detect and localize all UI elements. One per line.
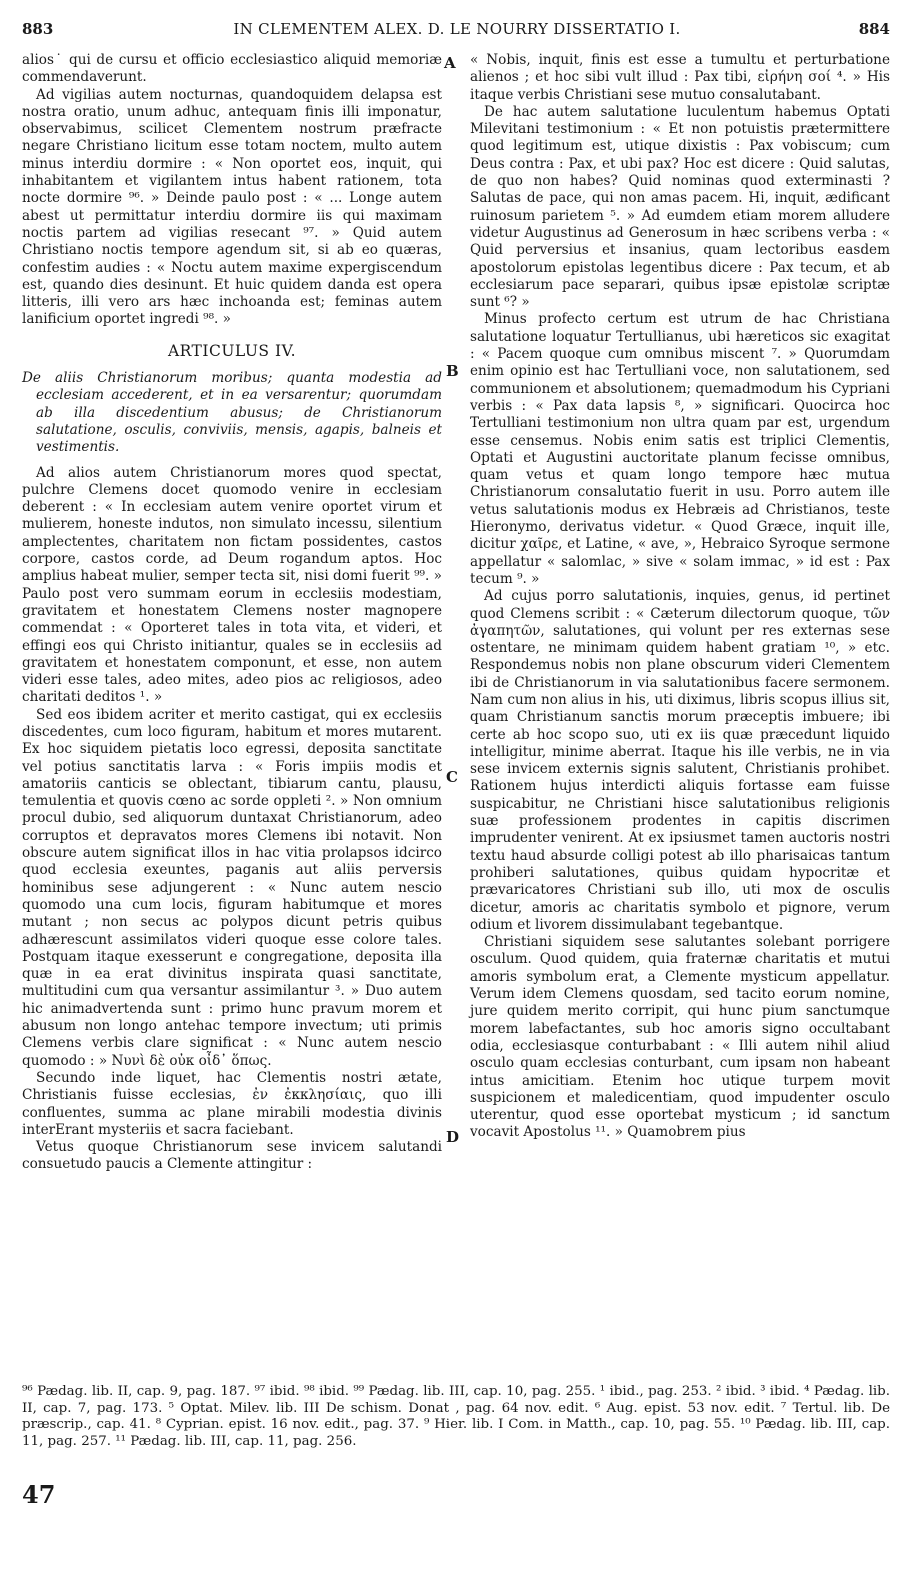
paragraph: Ad alios autem Christianorum mores quod spectat, pulchre Clemens docet quomodo venire in ecclesiam deberent : « In ecclesiam autem venire oportet virum et mulierem, honeste indutos, non simulato incessu, silentium amplectentes, charitatem non fictam possidentes, castos corpore, castos corde, ad Deum rogandum aptos. Hoc amplius habeat mulier, semper tecta sit, nisi domi fuerit ⁹⁹. » Paulo post vero summam eorum in ecclesiis modestiam, gravitatem et honestatem Clemens noster magnopere commendat : « Oporteret tales in tota vita, et videri, et effingi eos qui Christo initiantur, quales se in ecclesiis ad gravitatem et honestatem componunt, et esse, non autem videri esse tales, adeo mites, adeo pios ac religiosos, adeo charitati deditos ¹. » (22, 464, 442, 706)
paragraph: Ad cujus porro salutationis, inquies, genus, id pertinet quod Clemens scribit : « Cæterum dilectorum quoque, τῶν ἀγαπητῶν, salutationes, qui volunt per res externas sese ostentare, ne minimam quidem habent gratiam ¹⁰, » etc. Respondemus nobis non plane obscurum videri Clementem ibi de Christianorum in via salutationibus facere sermonem. Nam cum non alius in his, uti diximus, libris scopus illius sit, quam Christianum sanctis morum præceptis imbuere; ibi certe ab hoc scopo suo, uti ex iis quæ præcedunt liquido intelligitur, minime aberrat. Itaque his ille verbis, ne in via sese invicem externis signis salutent, Christianis prohibet. Rationem hujus interdicti aliquis fortasse eam fuisse suspicabitur, ne Christiani hisce salutationibus religionis suæ professionem prodentes in capitis discrimen imprudenter venirent. At ex ipsiusmet tamen auctoris nostri textu haud absurde colligi potest ab illo pharisaicas tantum prohiberi salutationes, quibus quidam hypocritæ et prævaricatores Christiani sub illo, uti mox de osculis dicetur, amoris ac charitatis symbolo et pignore, verum odium et livorem dissimulabant tegebantque. (470, 588, 890, 933)
running-title: IN CLEMENTEM ALEX. D. LE NOURRY DISSERTATIO I. (233, 20, 681, 38)
footnotes (22, 1384, 890, 1450)
margin-letter-a: A (444, 54, 456, 72)
right-column (470, 52, 890, 1142)
article-summary: De aliis Christianorum moribus; quanta modestia ad ecclesiam accederent, et in ea versarentur; quorumdam ab illa discedentium abusus; de Christianorum salutatione, osculis, conviviis, mensis, agapis, balneis et vestimentis. (22, 370, 442, 456)
paragraph: « Nobis, inquit, finis est esse a tumultu et perturbatione alienos ; et hoc sibi vult illud : Pax tibi, εἰρήνη σοί ⁴. » His itaque verbis Christiani sese mutuo consalutabant. (470, 52, 890, 103)
paragraph: Secundo inde liquet, hac Clementis nostri ætate, Christianis fuisse ecclesias, ἐν ἐκκλησίαις, quo illi confluentes, summa ac plane mirabili modestia divinis interErant mysteriis et sacra faciebant. (22, 1069, 442, 1138)
paragraph: Sed eos ibidem acriter et merito castigat, qui ex ecclesiis discedentes, cum loco figuram, habitum et mores mutarent. Ex hoc siquidem pietatis loco egressi, deposita sanctitate vel potius sanctitatis larva : « Foris impiis modis et amatoriis canticis se oblectant, tibiarum cantu, plausu, temulentia et quovis cœno ac sorde oppleti ². » Non omnium procul dubio, sed aliquorum duntaxat Christianorum, adeo corruptos et depravatos mores Clemens ibi notavit. Non obscure autem significat illos in hac vitia prolapsos idcirco quod ecclesia exeuntes, paganis aut aliis perversis hominibus sese adjungerent : « Nunc autem nescio quomodo una cum locis, figuram habitumque et mores mutant ; non secus ac polypos dicunt petris quibus adhærescunt assimilatos videri quoque esse colore tales. Postquam itaque exesserunt e congregatione, deposita illa quæ in ea erat divinitus inspirata quasi sanctitate, multitudini cum qua versantur assimilantur ³. » Duo autem hic animadvertenda sunt : primo hunc pravum morem et abusum non longo antehac tempore invectum; uti primis Clemens verbis clare significat : « Nunc autem nescio quomodo : » Νυνὶ δὲ οὐκ οἶδ᾽ ὅπως. (22, 706, 442, 1069)
margin-letter-b: B (446, 362, 459, 380)
paragraph: De hac autem salutatione luculentum habemus Optati Milevitani testimonium : « Et non potuistis prætermittere quod legitimum est, utique dixistis : Pax vobiscum; cum Deus contra : Pax, et ubi pax? Hoc est dicere : Quid salutas, de quo non habes? Quid nominas quod exterminasti ? Salutas de pace, qui non amas pacem. Hi, inquit, ædificant ruinosum parietem ⁵. » Ad eumdem etiam morem alludere videtur Augustinus ad Generosum in hæc scribens verba : « Quid perversius et insanius, quam lectoribus easdem apostolorum epistolas legentibus dicere : Pax tecum, et ab ecclesiarum pace separari, quibus ipsæ epistolæ scriptæ sunt ⁶? » (470, 103, 890, 311)
paragraph: Vetus quoque Christianorum sese invicem salutandi consuetudo paucis a Clemente attingitur : (22, 1139, 442, 1173)
left-column (22, 52, 442, 1174)
margin-letter-c: C (446, 768, 458, 786)
paragraph: alios˙ qui de cursu et officio ecclesiastico aliquid memoriæ commendaverunt. (22, 52, 442, 86)
paragraph: Minus profecto certum est utrum de hac Christiana salutatione loquatur Tertullianus, ubi hæreticos sic exagitat : « Pacem quoque cum omnibus miscent ⁷. » Quorumdam enim opinio est hac Tertulliani voce, non salutationem, sed communionem et absolutionem; quemadmodum his Cypriani verbis : « Pax data lapsis ⁸, » significari. Quocirca hoc Tertulliani testimonium non ultra quam par est, urgendum esse censemus. Nobis enim satis est triplici Clementis, Optati et Augustini auctoritate planum fecisse omnibus, quam vetus et quam longo tempore hæc mutua Christianorum consalutatio fuerit in usu. Porro autem ille vetus salutationis modus ex Hebræis ad Christianos, teste Hieronymo, derivatus videtur. « Quod Græce, inquit ille, dicitur χαῖρε, et Latine, « ave, », Hebraico Syroque sermone appellatur « salomlac, » sive « solam immac, » id est : Pax tecum ⁹. » (470, 311, 890, 587)
page-number-left: 883 (22, 20, 54, 38)
signature-mark: 47 (22, 1480, 56, 1509)
paragraph: Christiani siquidem sese salutantes solebant porrigere osculum. Quod quidem, quia fraternæ charitatis et mutui amoris symbolum erat, a Clemente mysticum appellatur. Verum idem Clemens quosdam, sed tacito eorum nomine, jure quidem merito corripit, qui hunc pium sanctumque morem labefactantes, sub hoc amoris signo occultabant odia, ecclesiasque conturbabant : « Illi autem nihil aliud osculo quam ecclesias conturbant, cum ipsam non habeant intus amicitiam. Etenim hoc utique turpem movit suspicionem et maledicentiam, quod impudenter osculo uterentur, quod esse oportebat mysticum ; id sanctum vocavit Apostolus ¹¹. » Quamobrem pius (470, 934, 890, 1141)
footnote-text: ⁹⁶ Pædag. lib. II, cap. 9, pag. 187. ⁹⁷ ibid. ⁹⁸ ibid. ⁹⁹ Pædag. lib. III, cap. 10, pag. 255. ¹ ibid., pag. 253. ² ibid. ³ ibid. ⁴ Pædag. lib. II, cap. 7, pag. 173. ⁵ Optat. Milev. lib. III De schism. Donat , pag. 64 nov. edit. ⁶ Aug. epist. 53 nov. edit. ⁷ Tertul. lib. De præscrip., cap. 41. ⁸ Cyprian. epist. 16 nov. edit., pag. 37. ⁹ Hier. lib. I Com. in Matth., cap. 10, pag. 55. ¹⁰ Pædag. lib. III, cap. 11, pag. 257. ¹¹ Pædag. lib. III, cap. 11, pag. 256. (22, 1384, 890, 1449)
paragraph: Ad vigilias autem nocturnas, quandoquidem delapsa est nostra oratio, unum adhuc, antequam finis illi imponatur, observabimus, scilicet Clementem nostrum præfracte negare Christiano licitum esse totam noctem, multo autem minus interdiu dormire : « Non oportet eos, inquit, qui inhabitantem et vigilantem intus habent rationem, tota nocte dormire ⁹⁶. » Deinde paulo post : « ... Longe autem abest ut permittatur interdiu dormire iis qui maximam noctis partem ad vigilias resecant ⁹⁷. » Quid autem Christiano noctis tempore agendum sit, si ab eo quæras, confestim audies : « Noctu autem maxime expergiscendum est, quando dies desinunt. Et huic quidem danda est opera litteris, illi vero ars hæc inchoanda est; feminas autem lanificium oportet ingredi ⁹⁸. » (22, 86, 442, 328)
page-number-right: 884 (858, 20, 890, 38)
article-heading: ARTICULUS IV. (167, 341, 297, 360)
margin-letter-d: D (446, 1128, 460, 1146)
